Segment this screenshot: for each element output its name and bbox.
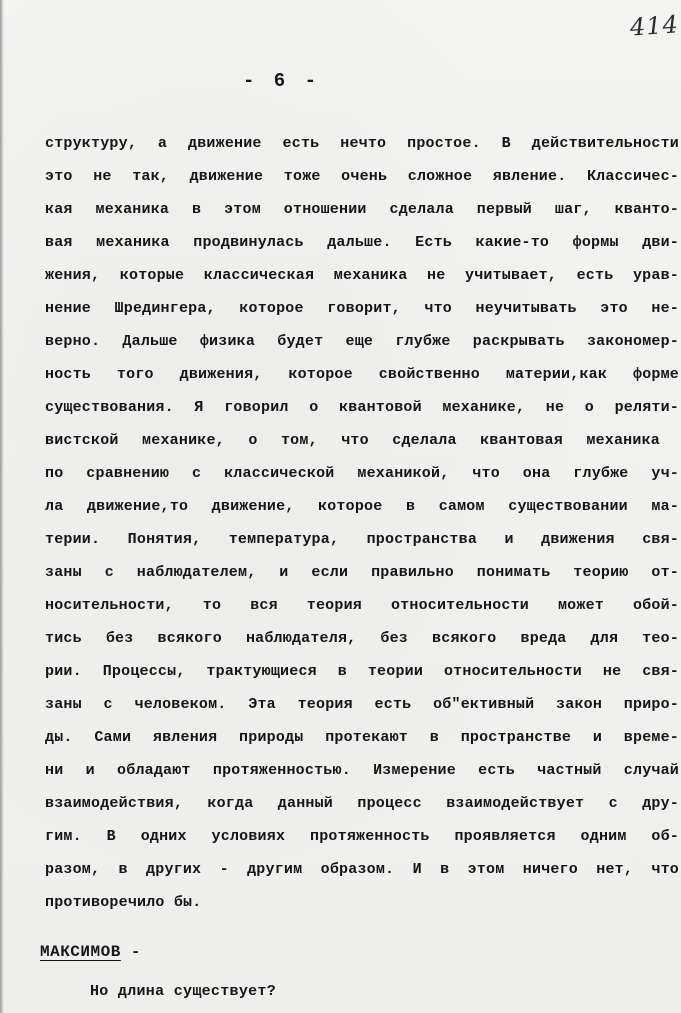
speaker-name: МАКСИМОВ — [40, 943, 121, 961]
text-line: структуру, а движение есть нечто простое. В действительности — [45, 135, 679, 152]
text-line: нение Шредингера, которое говорит, что неучитывать это не- — [45, 300, 679, 317]
text-line: ды. Сами явления природы протекают в пространстве и време- — [45, 729, 679, 746]
speaker-question: Но длина существует? — [90, 983, 277, 1000]
text-line: кая механика в этом отношении сделала первый шаг, кванто- — [45, 201, 679, 218]
text-line: взаимодействия, когда данный процесс взаимодействует с дру- — [45, 795, 679, 812]
text-line: жения, которые классическая механика не учитывает, есть урав- — [45, 267, 679, 284]
speaker-dash: - — [120, 943, 142, 961]
text-line: гим. В одних условиях протяженность проявляется одним об- — [45, 828, 679, 845]
text-line: это не так, движение тоже очень сложное явление. Классичес- — [45, 168, 679, 185]
scan-edge-shadow — [0, 0, 4, 1013]
text-line: существования. Я говорил о квантовой механике, не о реляти- — [45, 399, 679, 416]
archive-page-number: 414 — [629, 10, 680, 42]
page-number: - 6 - — [243, 70, 321, 92]
text-line: вистской механике, о том, что сделала квантовая механика — [45, 432, 660, 449]
text-line: заны с наблюдателем, и если правильно понимать теорию от- — [45, 564, 679, 581]
text-line: верно. Дальше физика будет еще глубже раскрывать закономер- — [45, 333, 679, 350]
text-line: вая механика продвинулась дальше. Есть какие-то формы дви- — [45, 234, 679, 251]
text-line: терии. Понятия, температура, пространства и движения свя- — [45, 531, 679, 548]
text-line: носительности, то вся теория относительности может обой- — [45, 597, 679, 614]
text-line: тись без всякого наблюдателя, без всякого вреда для тео- — [45, 630, 679, 647]
speaker-heading — [40, 943, 141, 961]
text-line: заны с человеком. Эта теория есть об"ективный закон приро- — [45, 696, 679, 713]
text-line: противоречило бы. — [45, 894, 202, 911]
text-line: по сравнению с классической механикой, что она глубже уч- — [45, 465, 679, 482]
text-line: разом, в других - другим образом. И в этом ничего нет, что — [45, 861, 679, 878]
text-line: ла движение,то движение, которое в самом существовании ма- — [45, 498, 679, 515]
text-line: ни и обладают протяженностью. Измерение есть частный случай — [45, 762, 679, 779]
text-line: рии. Процессы, трактующиеся в теории относительности не свя- — [45, 663, 679, 680]
text-line: ность того движения, которое свойственно материи,как форме — [45, 366, 679, 383]
